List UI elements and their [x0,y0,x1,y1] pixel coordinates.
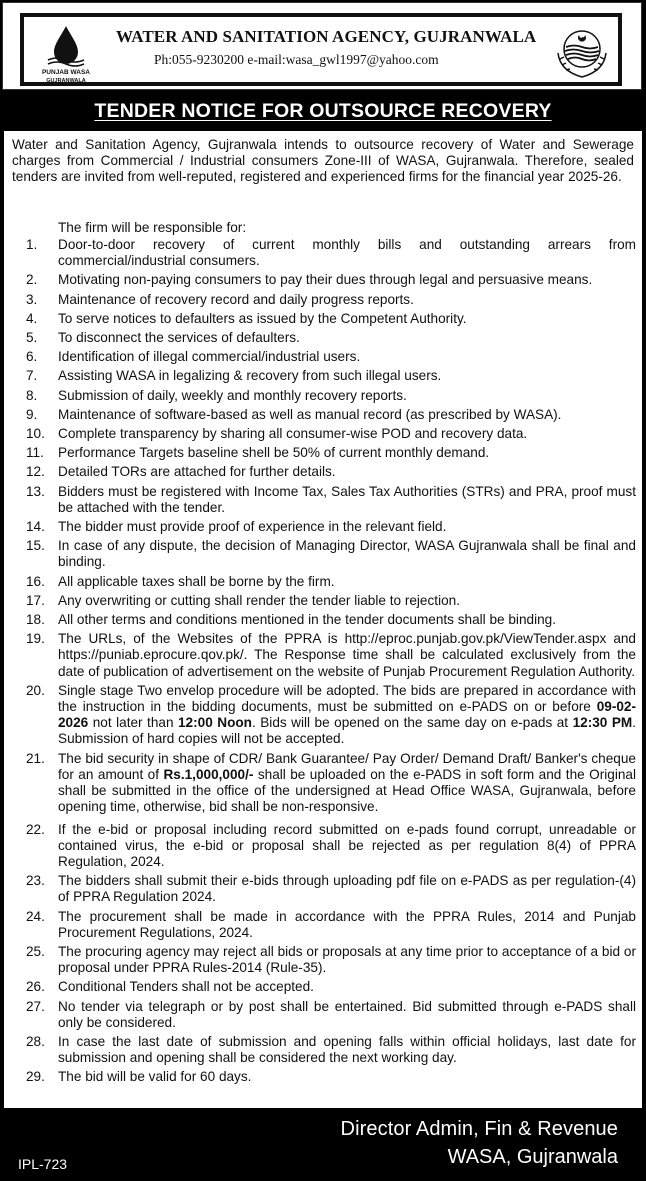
item-text: Performance Targets baseline shell be 50% of current monthly demand. [58,445,490,461]
item-text-part: . Bids will be opened on the same day on e-pads at [251,715,573,731]
signatory-office: WASA, Gujranwala [447,1146,618,1168]
list-item [26,822,636,871]
item-text: All applicable taxes shall be borne by the firm. [58,573,335,589]
notice-body [4,131,642,1108]
terms-list [26,237,636,1089]
list-item [26,464,636,480]
item-highlight: 12:30 PM [572,715,633,731]
item-number: 25. [26,943,45,959]
item-number: 12. [26,464,45,480]
intro-paragraph: Water and Sanitation Agency, Gujranwala intends to outsource recovery of Water and Sewerage charges from Commercial / Industrial consumers Zone-III of WASA, Gujranwala. Therefore, sealed tenders are invited from well-reputed, registered and experienced firms for the financial year 2025-26. [12,137,634,184]
list-item [26,311,636,327]
item-number: 4. [26,310,38,326]
list-item [26,237,636,269]
item-text: Maintenance of recovery record and daily progress reports. [58,291,414,307]
item-text: Maintenance of software-based as well as manual record (as prescribed by WASA). [58,406,562,422]
item-number: 13. [26,483,45,499]
item-text: Submission of daily, weekly and monthly recovery reports. [58,387,407,403]
item-text: Any overwriting or cutting shall render the tender liable to rejection. [58,592,460,608]
list-item [26,999,636,1031]
reference-number: IPL-723 [18,1156,68,1172]
agency-contact: Ph:055-9230200 e-mail:wasa_gwl1997@yahoo.com [154,52,439,67]
item-text-part: The bid security in shape of CDR/ Bank Guarantee/ Pay Order/ Demand Draft/ Banker's cheque for an amount of [58,750,636,782]
item-number: 6. [26,349,38,365]
item-highlight: Rs.1,000,000/- [163,766,254,782]
list-item [26,445,636,461]
item-number: 28. [26,1033,45,1049]
list-item [26,388,636,404]
responsibilities-lead: The firm will be responsible for: [58,220,247,235]
item-text: Conditional Tenders shall not be accepted. [58,979,314,995]
item-text: The URLs, of the Websites of the PPRA is http://eproc.punjab.gov.pk/ViewTender.aspx and https://puniab.eprocure.qov.pk/. The Response time shall be calculated exclusively from the date of publication of advertisement on the website of Punjab Procurement Regulation Authority. [58,631,636,679]
item-number: 19. [26,631,45,647]
list-item [26,426,636,442]
list-item [26,272,636,288]
item-number: 16. [26,573,45,589]
logo-text-top: PUNJAB WASA [41,69,91,76]
item-text: Bidders must be registered with Income Tax, Sales Tax Authorities (STRs) and PRA, proof must be attached with the tender. [58,483,636,515]
item-text: If the e-bid or proposal including record submitted on e-pads found corrupt, unreadable or contained virus, the e-bid or proposal shall be rejected as per regulation 8(4) of PPRA Regulation, 2024. [58,821,636,869]
list-item [26,1034,636,1066]
item-text: No tender via telegraph or by post shall be entertained. Bid submitted through e-PADS shall only be considered. [58,998,636,1030]
item-number: 14. [26,519,45,535]
list-item [26,538,636,570]
item-number: 18. [26,612,45,628]
logo-text-bottom: GUJRANWALA [46,78,86,84]
item-text: To serve notices to defaulters as issued by the Competent Authority. [58,310,467,326]
item-text: The procuring agency may reject all bids or proposals at any time prior to acceptance of a bid or proposal under PPRA Rules-2014 (Rule-35). [58,943,636,976]
item-text: Detailed TORs are attached for further details. [58,464,336,480]
item-number: 3. [26,291,38,307]
list-item [26,593,636,609]
agency-name: WATER AND SANITATION AGENCY, GUJRANWALA [116,27,537,46]
item-text-part: Single stage Two envelop procedure will be adopted. The bids are prepared in accordance with the instruction in the bidding documents, must be submitted on e-PADS on or before [58,682,636,715]
item-text [58,751,636,815]
item-number: 9. [26,406,38,422]
item-number: 1. [26,237,38,252]
item-number: 11. [26,445,44,461]
letterhead-frame [20,13,622,86]
item-number: 29. [26,1069,45,1085]
item-highlight: 09-02-2026 [58,699,636,731]
list-item [26,979,636,995]
item-highlight: 12:00 Noon [178,715,252,731]
item-text-part: . Submission of hard copies will not be accepted. [58,715,637,747]
item-text: Complete transparency by sharing all consumer-wise POD and recovery data. [58,426,528,442]
list-item [26,330,636,346]
list-item [26,519,636,535]
item-number: 15. [26,538,45,554]
list-item [26,1069,636,1085]
item-number: 21. [26,750,45,766]
list-item [26,612,636,628]
item-text: The procurement shall be made in accordance with the PPRA Rules, 2014 and Punjab Procurement Regulations, 2024. [58,908,636,940]
item-text: Assisting WASA in legalizing & recovery from such illegal users. [58,368,442,384]
notice-title: TENDER NOTICE FOR OUTSOURCE RECOVERY [94,100,552,122]
item-text: All other terms and conditions mentioned in the tender documents shall be binding. [58,612,556,628]
letterhead [2,2,642,90]
list-item [26,407,636,423]
item-text: To disconnect the services of defaulters. [58,330,300,346]
item-number: 23. [26,873,45,889]
list-item [26,873,636,905]
item-text: Motivating non-paying consumers to pay their dues through legal and persuasive means. [58,272,593,288]
item-text: In case of any dispute, the decision of Managing Director, WASA Gujranwala shall be final and binding. [58,538,636,570]
punjab-wasa-logo-icon [31,22,101,84]
list-item [26,909,636,941]
item-text: In case the last date of submission and opening falls within official holidays, last date for submission and opening shall be considered the next working day. [58,1033,636,1066]
list-item [26,574,636,590]
list-item [26,751,636,816]
item-text [58,683,636,747]
item-number: 5. [26,330,38,346]
item-number: 17. [26,592,45,608]
footer [0,1108,646,1181]
list-item [26,349,636,365]
item-number: 24. [26,908,45,924]
punjab-government-emblem-icon [552,23,612,83]
list-item [26,683,636,748]
list-item [26,484,636,516]
item-text: The bidders shall submit their e-bids through uploading pdf file on e-PADS as per regulation-(4) of PPRA Regulation 2024. [58,873,636,905]
item-text: Identification of illegal commercial/industrial users. [58,349,361,365]
item-number: 8. [26,387,38,403]
item-text: Door-to-door recovery of current monthly bills and outstanding arrears from commercial/industrial consumers. [58,237,636,269]
list-item [26,944,636,976]
list-item [26,631,636,680]
item-number: 20. [26,682,45,698]
item-number: 26. [26,979,45,995]
item-text: The bid will be valid for 60 days. [58,1069,252,1085]
signatory-title: Director Admin, Fin & Revenue [340,1118,618,1140]
list-item [26,292,636,308]
item-number: 22. [26,821,45,837]
item-text-part: not later than [88,715,178,731]
list-item [26,368,636,384]
item-text-part: shall be uploaded on the e-PADS in soft form and the Original shall be submitted in the office of the undersigned at Head Office WASA, Gujranwala, before opening time, otherwise, bid shall be non-responsive. [58,766,636,815]
item-text: The bidder must provide proof of experience in the relevant field. [58,519,447,535]
item-number: 10. [26,426,45,442]
item-number: 2. [26,272,38,288]
item-number: 27. [26,998,45,1014]
item-number: 7. [26,368,38,384]
